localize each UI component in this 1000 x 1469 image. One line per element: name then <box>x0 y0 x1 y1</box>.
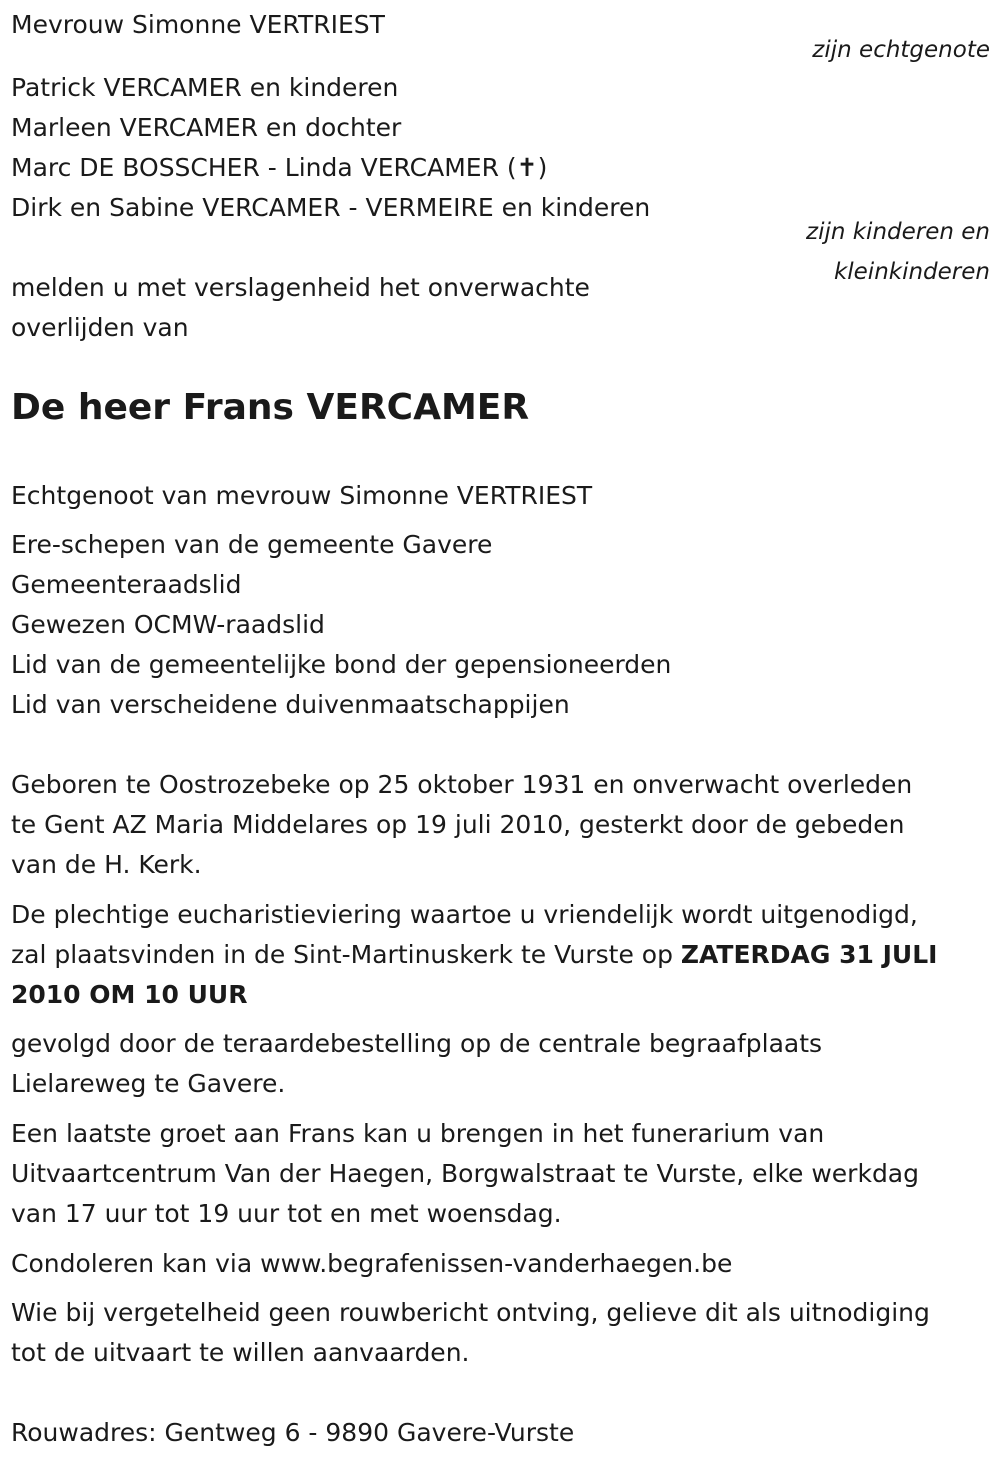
birth-death-line-3: van de H. Kerk. <box>11 850 202 879</box>
invitation-note-line-1: Wie bij vergetelheid geen rouwbericht ontving, gelieve dit als uitnodiging <box>11 1298 930 1327</box>
role-line-3: Gewezen OCMW-raadslid <box>11 610 325 639</box>
viewing-line-2: Uitvaartcentrum Van der Haegen, Borgwalstraat te Vurste, elke werkdag <box>11 1159 919 1188</box>
child-line-1: Patrick VERCAMER en kinderen <box>11 73 399 102</box>
child-line-2: Marleen VERCAMER en dochter <box>11 113 402 142</box>
invitation-note-line-2: tot de uitvaart te willen aanvaarden. <box>11 1338 470 1367</box>
viewing-line-1: Een laatste groet aan Frans kan u brengen in het funerarium van <box>11 1119 825 1148</box>
ceremony-line-2 <box>11 940 937 970</box>
burial-line-2: Lielareweg te Gavere. <box>11 1069 286 1098</box>
deceased-name: De heer Frans VERCAMER <box>11 387 530 428</box>
spouse-of: Echtgenoot van mevrouw Simonne VERTRIEST <box>11 481 593 510</box>
role-line-4: Lid van de gemeentelijke bond der gepensioneerden <box>11 650 672 679</box>
viewing-line-3: van 17 uur tot 19 uur tot en met woensdag. <box>11 1199 562 1228</box>
birth-death-line-2: te Gent AZ Maria Middelares op 19 juli 2010, gesterkt door de gebeden <box>11 810 905 839</box>
role-line-5: Lid van verscheidene duivenmaatschappijen <box>11 690 570 719</box>
birth-death-line-1: Geboren te Oostrozebeke op 25 oktober 1931 en onverwacht overleden <box>11 770 913 799</box>
ceremony-line-1: De plechtige eucharistieviering waartoe u vriendelijk wordt uitgenodigd, <box>11 900 918 929</box>
announcement-line-1: melden u met verslagenheid het onverwachte <box>11 273 590 302</box>
ceremony-date: ZATERDAG 31 JULI <box>680 940 938 969</box>
role-line-1: Ere-schepen van de gemeente Gavere <box>11 530 493 559</box>
mourning-address: Rouwadres: Gentweg 6 - 9890 Gavere-Vurste <box>11 1418 575 1447</box>
burial-line-1: gevolgd door de teraardebestelling op de centrale begraafplaats <box>11 1029 823 1058</box>
spouse-name: Mevrouw Simonne VERTRIEST <box>11 10 385 39</box>
role-line-2: Gemeenteraadslid <box>11 570 242 599</box>
children-role-line-2: kleinkinderen <box>833 259 990 285</box>
ceremony-location: zal plaatsvinden in de Sint-Martinuskerk te Vurste op <box>11 940 681 969</box>
child-line-3: Marc DE BOSSCHER - Linda VERCAMER (✝) <box>11 153 548 182</box>
child-line-4: Dirk en Sabine VERCAMER - VERMEIRE en kinderen <box>11 193 651 222</box>
spouse-role: zijn echtgenote <box>812 37 990 63</box>
children-role-line-1: zijn kinderen en <box>806 219 990 245</box>
ceremony-time: 2010 OM 10 UUR <box>11 980 248 1009</box>
condolences-line: Condoleren kan via www.begrafenissen-vanderhaegen.be <box>11 1249 733 1278</box>
announcement-line-2: overlijden van <box>11 313 189 342</box>
